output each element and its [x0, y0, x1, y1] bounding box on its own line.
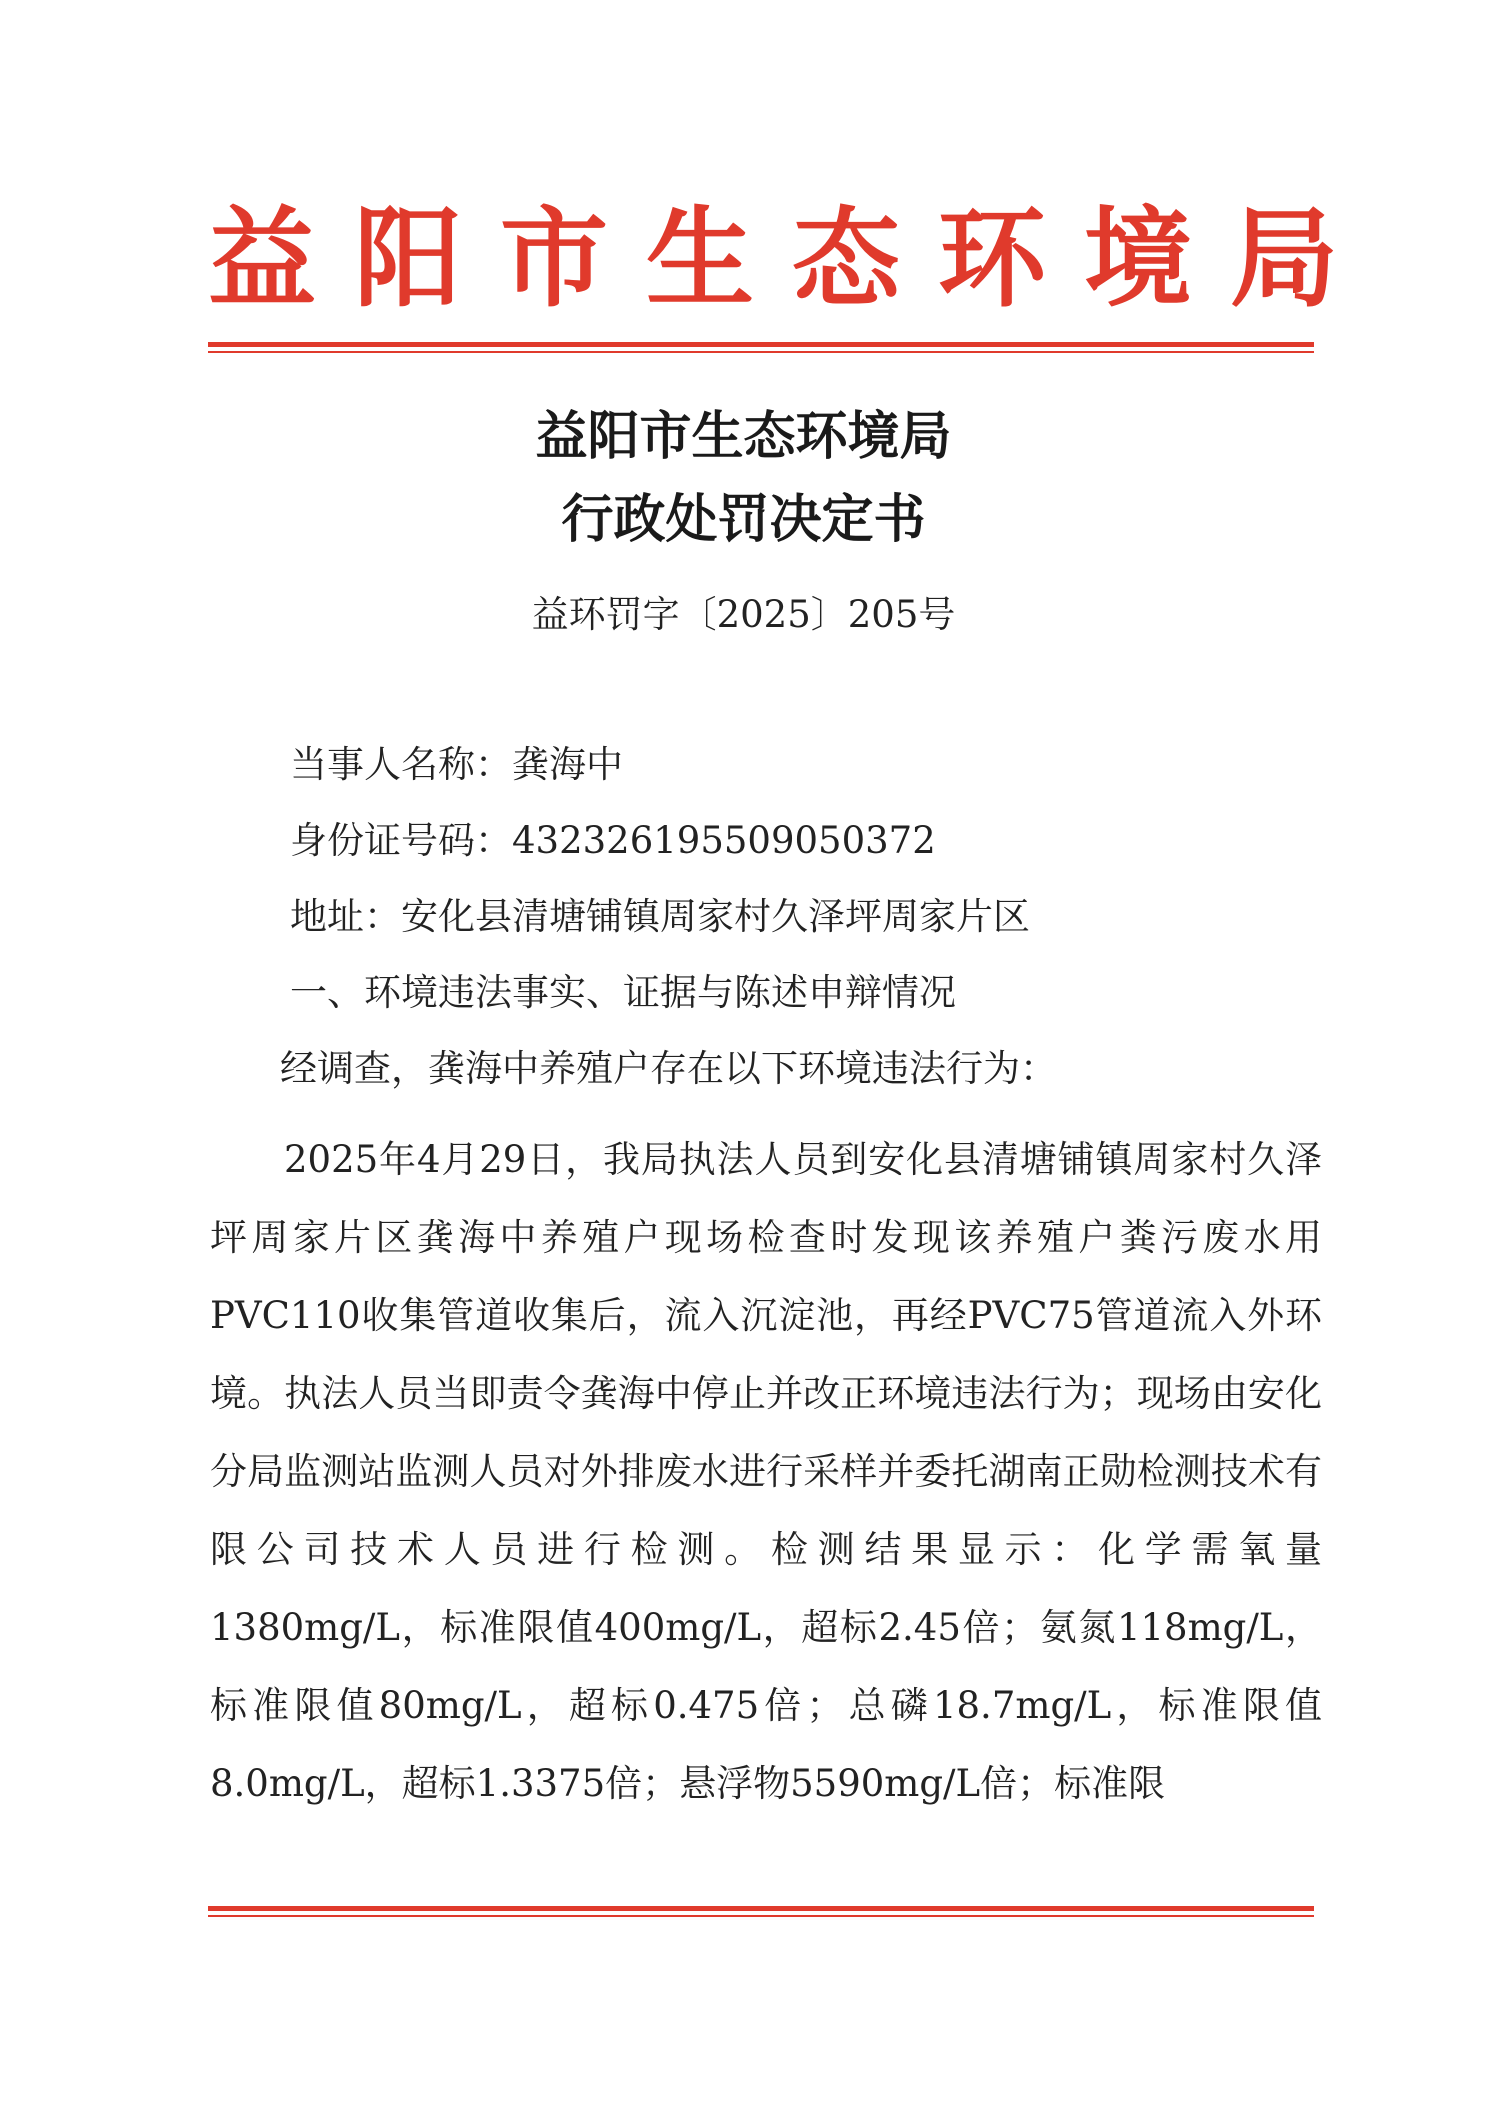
header-red-rule: [208, 342, 1314, 353]
document-number: 益环罚字〔2025〕205号: [531, 593, 956, 636]
party-name-field: 当事人名称：龚海中: [290, 743, 623, 786]
agency-masthead: 益阳市生态环境局: [208, 197, 1377, 322]
violation-facts: [210, 1121, 1322, 1823]
violation-facts-paragraph: 2025年4月29日，我局执法人员到安化县清塘铺镇周家村久泽坪周家片区龚海中养殖户现场检查时发现该养殖户粪污废水用PVC110收集管道收集后，流入沉淀池，再经PVC75管道流入外环境。执法人员当即责令龚海中停止并改正环境违法行为；现场由安化分局监测站监测人员对外排废水进行采样并委托湖南正勋检测技术有限公司技术人员进行检测。检测结果显示：化学需氧量1380mg/L，标准限值400mg/L，超标2.45倍；氨氮118mg/L，标准限值80mg/L，超标0.475倍；总磷18.7mg/L，标准限值8.0mg/L，超标1.3375倍；悬浮物5590mg/L倍；标准限: [210, 1138, 1322, 1805]
party-address-field: 地址：安化县清塘铺镇周家村久泽坪周家片区: [290, 895, 1030, 938]
section-heading: 一、环境违法事实、证据与陈述申辩情况: [290, 971, 956, 1014]
investigation-intro: 经调查，龚海中养殖户存在以下环境违法行为：: [280, 1047, 1057, 1090]
document-title-agency: 益阳市生态环境局: [535, 407, 952, 467]
party-id-field: 身份证号码：432326195509050372: [290, 819, 936, 862]
footer-red-rule: [208, 1906, 1314, 1917]
document-title-type: 行政处罚决定书: [561, 490, 926, 550]
